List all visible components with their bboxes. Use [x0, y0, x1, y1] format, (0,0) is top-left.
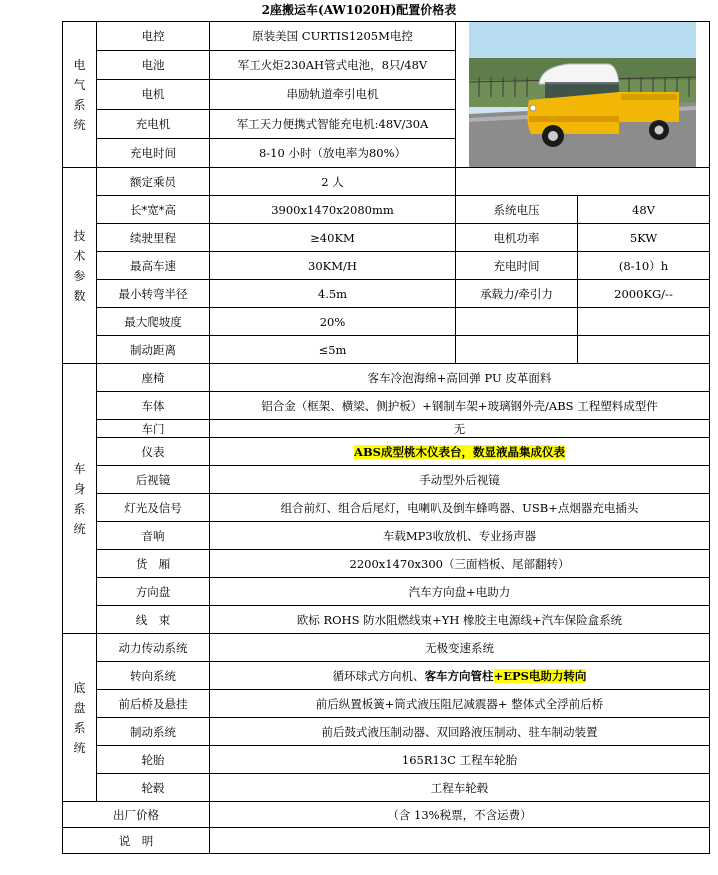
- row-value: 客车冷泡海绵+高回弹 PU 皮革面料: [210, 364, 710, 392]
- row-value-secondary: 2000KG/--: [578, 280, 710, 308]
- row-label: 电池: [97, 51, 210, 80]
- row-label: 座椅: [97, 364, 210, 392]
- price-label: 出厂价格: [63, 802, 210, 828]
- row-label: 后视镜: [97, 466, 210, 494]
- row-label: 制动距离: [97, 336, 210, 364]
- vehicle-photo-cell: [456, 22, 710, 168]
- spec-table: [62, 21, 710, 854]
- vehicle-photo: [469, 22, 696, 167]
- empty-cell: [456, 336, 578, 364]
- page-title: 2座搬运车(AW1020H)配置价格表: [261, 3, 457, 17]
- row-value: 组合前灯、组合后尾灯，电喇叭及倒车蜂鸣器、USB+点烟器充电插头: [210, 494, 710, 522]
- row-value: 工程车轮毂: [210, 774, 710, 802]
- row-value-secondary: 48V: [578, 196, 710, 224]
- row-label: 长*宽*高: [97, 196, 210, 224]
- row-label-secondary: 电机功率: [456, 224, 578, 252]
- row-value: ≥40KM: [210, 224, 456, 252]
- row-value: 前后纵置板簧+筒式液压阻尼减震器+ 整体式全浮前后桥: [210, 690, 710, 718]
- row-value: [210, 662, 710, 690]
- row-label: 方向盘: [97, 578, 210, 606]
- row-value: 3900x1470x2080mm: [210, 196, 456, 224]
- row-value: 串励轨道牵引电机: [210, 80, 456, 109]
- notes-label: 说 明: [63, 828, 210, 854]
- row-value: 铝合金（框架、横梁、侧护板）+钢制车架+玻璃钢外壳/ABS 工程塑料成型件: [210, 392, 710, 420]
- category-electrical: 电气系统: [63, 22, 97, 168]
- row-label: 音响: [97, 522, 210, 550]
- row-value: 欧标 ROHS 防水阻燃线束+YH 橡胶主电源线+汽车保险盒系统: [210, 606, 710, 634]
- row-label: 最大爬坡度: [97, 308, 210, 336]
- row-value: 无: [210, 420, 710, 438]
- price-value: （含 13%税票，不含运费）: [210, 802, 710, 828]
- row-label: 前后桥及悬挂: [97, 690, 210, 718]
- row-value: 2 人: [210, 168, 456, 196]
- row-label: 轮毂: [97, 774, 210, 802]
- yellow-electric-utility-vehicle-icon: [469, 22, 696, 167]
- row-value: [210, 438, 710, 466]
- highlight-text: +EPS电助力转向: [493, 668, 587, 683]
- row-label: 转向系统: [97, 662, 210, 690]
- row-value: 原装美国 CURTIS1205M电控: [210, 22, 456, 51]
- row-label: 线 束: [97, 606, 210, 634]
- category-body: 车身系统: [63, 364, 97, 634]
- row-label: 制动系统: [97, 718, 210, 746]
- empty-cell: [456, 308, 578, 336]
- row-label-secondary: 系统电压: [456, 196, 578, 224]
- row-value: 165R13C 工程车轮胎: [210, 746, 710, 774]
- row-label: 车体: [97, 392, 210, 420]
- row-value: 20%: [210, 308, 456, 336]
- row-label: 电机: [97, 80, 210, 109]
- row-label: 充电时间: [97, 138, 210, 167]
- row-label: 额定乘员: [97, 168, 210, 196]
- row-value: 2200x1470x300（三面档板、尾部翻转）: [210, 550, 710, 578]
- empty-cell: [578, 308, 710, 336]
- row-label: 动力传动系统: [97, 634, 210, 662]
- row-value: 4.5m: [210, 280, 456, 308]
- row-label: 电控: [97, 22, 210, 51]
- row-label: 车门: [97, 420, 210, 438]
- empty-cell: [578, 336, 710, 364]
- row-value: 军工天力便携式智能充电机:48V/30A: [210, 109, 456, 138]
- row-value: 前后鼓式液压制动器、双回路液压制动、驻车制动装置: [210, 718, 710, 746]
- highlight-text: ABS成型桃木仪表台，数显液晶集成仪表: [354, 444, 565, 459]
- row-label-secondary: 承载力/牵引力: [456, 280, 578, 308]
- notes-value: [210, 828, 710, 854]
- row-label: 续驶里程: [97, 224, 210, 252]
- row-value: 汽车方向盘+电助力: [210, 578, 710, 606]
- value-prefix: 循环球式方向机、: [332, 668, 425, 683]
- row-value: ≤5m: [210, 336, 456, 364]
- row-value: 军工火炬230AH管式电池，8只/48V: [210, 51, 456, 80]
- row-label: 最小转弯半径: [97, 280, 210, 308]
- row-label: 灯光及信号: [97, 494, 210, 522]
- row-value: 8-10 小时（放电率为80%）: [210, 138, 456, 167]
- row-label: 充电机: [97, 109, 210, 138]
- row-label: 货 厢: [97, 550, 210, 578]
- category-technical: 技术参数: [63, 168, 97, 364]
- row-value: 手动型外后视镜: [210, 466, 710, 494]
- row-label-secondary: 充电时间: [456, 252, 578, 280]
- row-value: 无极变速系统: [210, 634, 710, 662]
- empty-cell: [456, 168, 710, 196]
- row-label: 轮胎: [97, 746, 210, 774]
- row-value: 30KM/H: [210, 252, 456, 280]
- row-label: 仪表: [97, 438, 210, 466]
- category-chassis: 底盘系统: [63, 634, 97, 802]
- row-value-secondary: 5KW: [578, 224, 710, 252]
- value-bold: 客车方向管柱: [424, 668, 494, 683]
- row-label: 最高车速: [97, 252, 210, 280]
- row-value-secondary: (8-10）h: [578, 252, 710, 280]
- row-value: 车载MP3收放机、专业扬声器: [210, 522, 710, 550]
